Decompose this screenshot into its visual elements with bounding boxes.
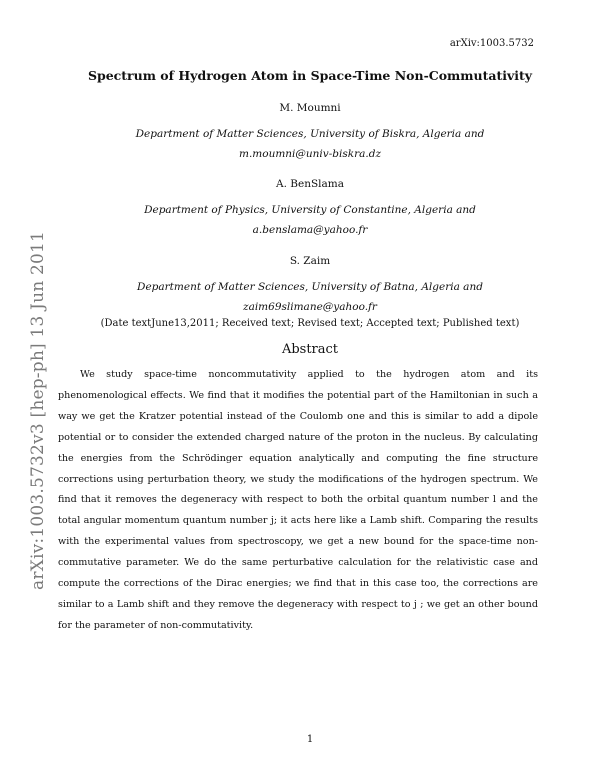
page-number: 1	[306, 734, 314, 745]
author-email: a.benslama@yahoo.fr	[252, 224, 368, 236]
paper-title: Spectrum of Hydrogen Atom in Space-Time Non-Commutativity	[87, 68, 533, 83]
author-name: M. Moumni	[279, 102, 341, 114]
affiliation-text: Department of Matter Sciences, University of Biskra, Algeria and	[135, 128, 485, 140]
arxiv-identifier: arXiv:1003.5732	[449, 38, 534, 49]
author-affiliation	[40, 200, 580, 240]
author-block	[40, 255, 580, 317]
abstract-body: We study space-time noncommutativity applied to the hydrogen atom and its phenomenological effects. We find that it modifies the potential part of the Hamiltonian in such a way we get the Kratzer potential instead of the Coulomb one and this is similar to add a dipole potential or to consider the extended charged nature of the proton in the nucleus. By calculating the energies from the Schrödinger equation analytically and computing the fine structure corrections using perturbation theory, we study the modifications of the hydrogen spectrum. We find that it removes the degeneracy with respect to both the orbital quantum number l and the total angular momentum quantum number j; it acts here like a Lamb shift. Comparing the results with the experimental values from spectroscopy, we get a new bound for the space-time non-commutative parameter. We do the same perturbative calculation for the relativistic case and compute the corrections of the Dirac energies; we find that in this case too, the corrections are similar to a Lamb shift and they remove the degeneracy with respect to j ; we get an other bound for the parameter of non-commutativity.	[58, 369, 538, 631]
affiliation-text: Department of Matter Sciences, University of Batna, Algeria and	[137, 281, 483, 293]
author-email: zaim69slimane@yahoo.fr	[243, 301, 377, 313]
arxiv-side-stamp: arXiv:1003.5732v3 [hep-ph] 13 Jun 2011	[28, 230, 48, 590]
author-block	[40, 178, 580, 240]
publication-dates: (Date textJune13,2011; Received text; Revised text; Accepted text; Published text)	[100, 318, 520, 329]
author-affiliation	[40, 124, 580, 164]
author-email: m.moumni@univ-biskra.dz	[239, 148, 381, 160]
author-block	[40, 102, 580, 164]
abstract-heading: Abstract	[281, 342, 339, 357]
author-name: A. BenSlama	[276, 178, 344, 190]
author-affiliation	[40, 277, 580, 317]
affiliation-text: Department of Physics, University of Constantine, Algeria and	[144, 204, 476, 216]
author-name: S. Zaim	[289, 255, 331, 267]
